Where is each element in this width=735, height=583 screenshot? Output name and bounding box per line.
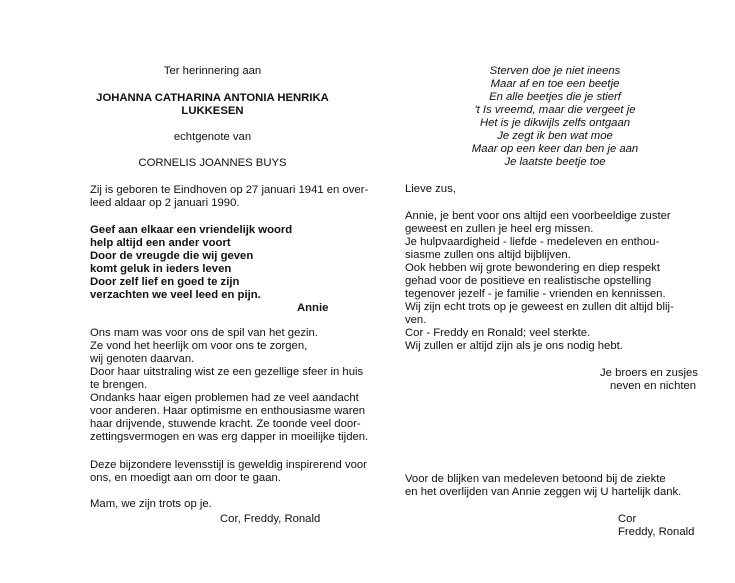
poem-signature: Annie xyxy=(297,302,329,314)
fold-line xyxy=(367,40,368,560)
left-signature: Cor, Freddy, Ronald xyxy=(220,513,321,525)
deceased-name-line1: JOHANNA CATHARINA ANTONIA HENRIKA xyxy=(96,92,329,104)
intro-text: Ter herinnering aan xyxy=(163,65,262,77)
deceased-name-line2: LUKKESEN xyxy=(181,105,244,117)
greeting: Lieve zus, xyxy=(405,183,456,195)
spouse-name: CORNELIS JOANNES BUYS xyxy=(138,157,287,169)
right-panel: Sterven doe je niet ineens Maar af en toe een beetje En alle beetjes die je stierf 't Is vreemd, maar die vergeet je Het is je dikwijls zelfs ontgaan Je zegt ik ben wat moe Maar op een keer dan ben je aan Je laatste beetje toe Lieve zus, Annie, je bent voor ons altijd een voorbeeldige zuster geweest en zullen je heel erg missen. Je hulpvaardigheid - liefde - medeleven en enthou- siasme zullen ons altijd bijblijven. Ook hebben wij grote bewondering en diep respekt gehad voor de positieve en realistische opstelling tegenover jezelf - je familie - vrienden en kennissen. Wij zijn echt trots op je geweest en zullen dit altijd blij- ven. Cor - Freddy en Ronald; veel sterkte. Wij zullen er altijd zijn als je ons nodig hebt. Je broers en zusjes neven en nichten Voor de blijken van medeleven betoond bij de ziekte en het overlijden van Annie zeggen wij U hartelijk dank. Cor Freddy, Ronald xyxy=(405,65,698,538)
closing-line: Mam, we zijn trots op je. xyxy=(90,498,212,510)
left-panel: Ter herinnering aan JOHANNA CATHARINA ANTONIA HENRIKA LUKKESEN echtgenote van CORNELIS JOANNES BUYS Zij is geboren te Eindhoven op 27 januari 1941 en over- leed aldaar op 2 januari 1990. Geef aan elkaar een vriendelijk woord help altijd een ander voort Door de vreugde die wij geven komt geluk in ieders leven Door zelf lief en goed te zijn verzachten we veel leed en pijn. Annie Ons mam was voor ons de spil van het gezin. Ze vond het heerlijk om voor ons te zorgen, wij genoten daarvan. Door haar uitstraling wist ze een gezellige sfeer in huis te brengen. Ondanks haar eigen problemen had ze veel aandacht voor anderen. Haar optimisme en enthousiasme waren haar drijvende, stuwende kracht. Ze toonde veel door- zettingsvermogen en was erg dapper in moeilijke tijden. Deze bijzondere levensstijl is geweldig inspirerend voor ons, en moedigt aan om door te gaan. Mam, we zijn trots op je. Cor, Freddy, Ronald xyxy=(90,0,335,583)
spouse-label: echtgenote van xyxy=(173,131,252,143)
